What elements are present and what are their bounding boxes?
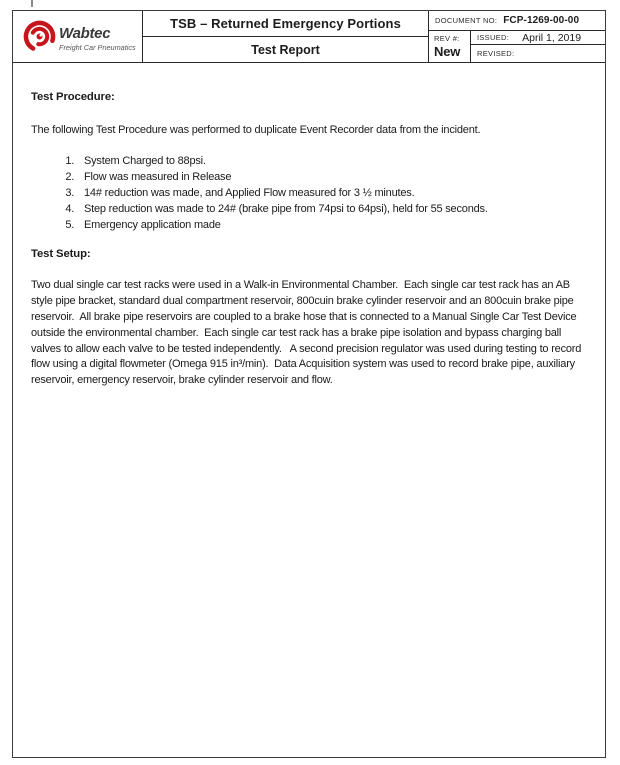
document-number-row — [429, 11, 605, 31]
document-body — [13, 63, 605, 757]
issued-date: April 1, 2019 — [522, 31, 582, 44]
section-heading-test-procedure: Test Procedure: — [31, 91, 115, 103]
scan-artifact — [31, 0, 33, 7]
brand-tagline: Freight Car Pneumatics — [59, 43, 136, 52]
revision-label: REV #: — [434, 34, 460, 43]
revision-cell — [429, 31, 471, 62]
document-title: TSB – Returned Emergency Portions — [143, 11, 428, 37]
section-heading-test-setup: Test Setup: — [31, 247, 91, 260]
revised-row — [471, 45, 605, 62]
revision-value: New — [434, 44, 461, 59]
logo — [13, 11, 143, 62]
document-subtitle: Test Report — [251, 42, 320, 57]
document-frame — [12, 10, 606, 758]
revised-label: REVISED: — [477, 49, 515, 58]
procedure-step: 3. 14# reduction was made, and Applied Flow measured for 3 ½ minutes. — [77, 185, 586, 201]
procedure-step: 4. Step reduction was made to 24# (brake pipe from 74psi to 64psi), held for 55 seconds. — [77, 201, 586, 217]
procedure-step: 2. Flow was measured in Release — [77, 169, 586, 185]
issued-label: ISSUED: — [477, 33, 510, 42]
document-number-label: DOCUMENT NO: — [435, 16, 498, 25]
brand-name: Wabtec — [59, 25, 111, 42]
procedure-step: 1. System Charged to 88psi. — [77, 153, 586, 169]
wabtec-swirl-icon — [22, 19, 57, 54]
title-cell — [143, 11, 429, 62]
document-info — [429, 11, 605, 62]
procedure-step: 5. Emergency application made — [77, 217, 586, 233]
document-number-value: FCP-1269-00-00 — [503, 15, 580, 26]
test-setup-paragraph: Two dual single car test racks were used in a Walk-in Environmental Chamber. Each single car test rack has an AB style pipe bracket, standard dual compartment reservoir, 800cuin brake cylinder reservoir and an 800cuin brake pipe reservoir. All brake pipe reservoirs are coupled to a brake hose that is connected to a Manual Single Car Test Device outside the environmental chamber. Each single car test rack has a brake pipe isolation and bypass charging ball valves to allow each valve to be tested independently. A second precision regulator was used during testing to record flow using a digital flowmeter (Omega 915 in³/min). Data Acquisition system was used to record brake pipe, auxiliary reservoir, emergency reservoir, brake cylinder reservoir and flow. — [31, 279, 585, 387]
test-procedure-intro: The following Test Procedure was performed to duplicate Event Recorder data from the incident. — [31, 123, 481, 136]
issued-row — [471, 31, 605, 45]
document-header — [13, 11, 605, 63]
procedure-steps-list — [31, 153, 586, 233]
